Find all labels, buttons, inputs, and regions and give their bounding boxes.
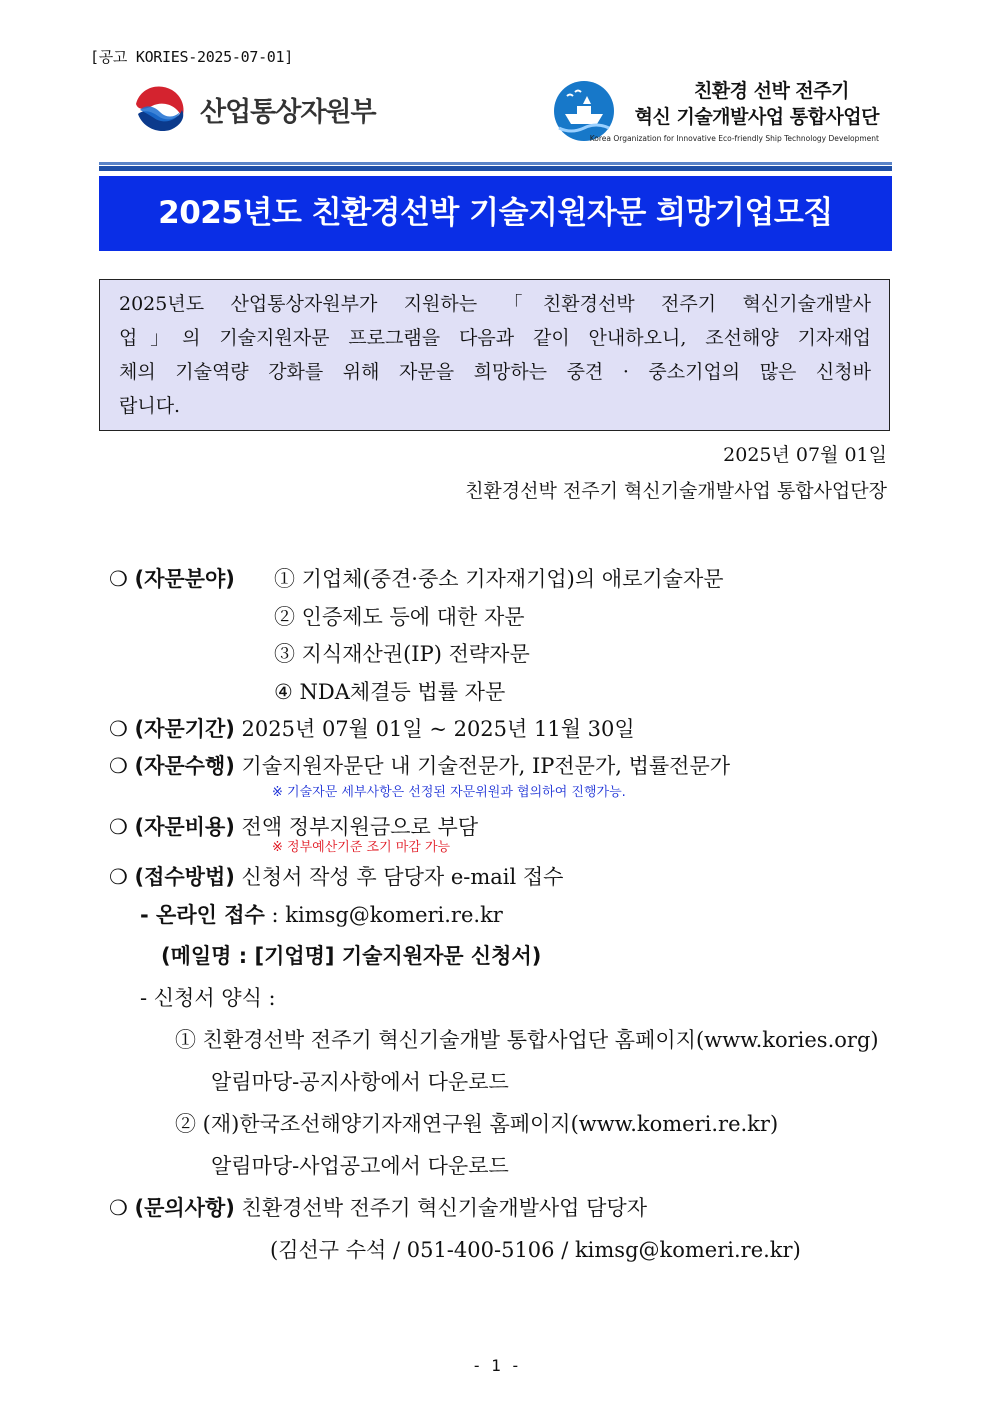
- field-item: ③ 지식재산권(IP) 전략자문: [274, 642, 530, 666]
- field-item: ④ NDA체결등 법률 자문: [274, 680, 506, 704]
- performer-note: ※ 기술자문 세부사항은 선정된 자문위원과 협의하여 진행가능.: [272, 785, 626, 800]
- notice-date: 2025년 07월 01일: [723, 444, 887, 466]
- online-apply-label: - 온라인 접수: [140, 903, 265, 927]
- field-item: ① 기업체(중견·중소 기자재기업)의 애로기술자문: [274, 567, 724, 591]
- ministry-logo: [132, 80, 382, 140]
- bullet: ❍: [109, 567, 128, 591]
- online-apply-email[interactable]: kimsg@komeri.re.kr: [285, 903, 503, 927]
- field-row: [109, 563, 235, 593]
- intro-line: 업」의 기술지원자문 프로그램을 다음과 같이 안내하오니, 조선해양 기자재업: [119, 327, 871, 349]
- contact-row: [109, 1192, 647, 1222]
- contact-text: 친환경선박 전주기 혁신기술개발사업 담당자: [241, 1196, 648, 1220]
- performer-row: [109, 750, 730, 780]
- field-item: ② 인증제도 등에 대한 자문: [274, 605, 525, 629]
- bullet: ❍: [109, 865, 128, 889]
- form-label: - 신청서 양식 :: [140, 986, 276, 1010]
- header-rule-thin: [99, 162, 892, 165]
- page-number: - 1 -: [471, 1356, 521, 1375]
- form-item-line: ② (재)한국조선해양기자재연구원 홈페이지(www.komeri.re.kr): [175, 1112, 779, 1136]
- form-item-line: 알림마당-사업공고에서 다운로드: [211, 1154, 509, 1178]
- issuer: 친환경선박 전주기 혁신기술개발사업 통합사업단장: [465, 480, 887, 502]
- period-text: 2025년 07월 01일 ~ 2025년 11월 30일: [241, 717, 635, 741]
- page-title: 2025년도 친환경선박 기술지원자문 희망기업모집: [158, 195, 833, 231]
- bullet: ❍: [109, 717, 128, 741]
- apply-text: 신청서 작성 후 담당자 e-mail 접수: [241, 865, 564, 889]
- bullet: ❍: [109, 754, 128, 778]
- cost-note: ※ 정부예산기준 조기 마감 가능: [272, 840, 451, 855]
- agency-logo: [553, 76, 893, 151]
- contact-label: (문의사항): [134, 1196, 235, 1220]
- ship-emblem-icon: [553, 80, 615, 142]
- taegeuk-emblem-icon: [132, 80, 188, 136]
- performer-text: 기술지원자문단 내 기술전문가, IP전문가, 법률전문가: [241, 754, 731, 778]
- apply-row: [109, 861, 563, 891]
- agency-name-line2: 혁신 기술개발사업 통합사업단: [634, 106, 879, 128]
- form-item-line: ① 친환경선박 전주기 혁신기술개발 통합사업단 홈페이지(www.kories.org): [175, 1028, 879, 1052]
- intro-line: 2025년도 산업통상자원부가 지원하는 「친환경선박 전주기 혁신기술개발사: [119, 293, 871, 315]
- intro-line: 랍니다.: [119, 395, 181, 417]
- contact-detail: (김선구 수석 / 051-400-5106 / kimsg@komeri.re.kr): [270, 1238, 801, 1262]
- agency-name-en: Korea Organization for Innovative Eco-friendly Ship Technology Development: [589, 134, 879, 143]
- ministry-name: 산업통상자원부: [200, 97, 376, 128]
- title-bar: [99, 176, 892, 251]
- period-label: (자문기간): [134, 717, 235, 741]
- intro-line: 체의 기술역량 강화를 위해 자문을 희망하는 중견 · 중소기업의 많은 신청바: [119, 361, 871, 383]
- form-item-line: 알림마당-공지사항에서 다운로드: [211, 1070, 509, 1094]
- mail-subject: (메일명 : [기업명] 기술지원자문 신청서): [161, 944, 542, 968]
- agency-name-line1: 친환경 선박 전주기: [693, 80, 849, 102]
- apply-label: (접수방법): [134, 865, 235, 889]
- cost-label: (자문비용): [134, 815, 235, 839]
- header-rule-thick: [99, 166, 892, 171]
- bullet: ❍: [109, 1196, 128, 1220]
- field-label: (자문분야): [134, 567, 235, 591]
- performer-label: (자문수행): [134, 754, 235, 778]
- intro-box: [99, 279, 890, 431]
- notice-id: [공고 KORIES-2025-07-01]: [90, 48, 293, 66]
- cost-text: 전액 정부지원금으로 부담: [241, 815, 479, 839]
- period-row: [109, 713, 635, 743]
- online-apply-row: [140, 899, 503, 929]
- bullet: ❍: [109, 815, 128, 839]
- online-apply-sep: :: [264, 903, 286, 927]
